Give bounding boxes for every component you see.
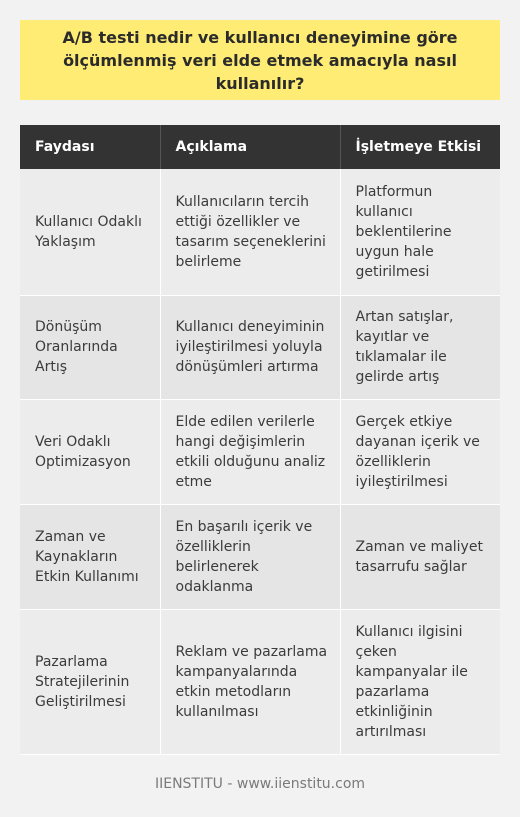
benefits-table: [20, 125, 500, 755]
table-row: [20, 504, 500, 609]
title-banner: [20, 20, 500, 100]
footer-credit: IIENSTITU - www.iienstitu.com: [154, 776, 366, 792]
description-cell: Kullanıcı deneyiminin iyileştirilmesi yoluyla dönüşümleri artırma: [160, 295, 340, 399]
column-header-business-impact: İşletmeye Etkisi: [340, 125, 500, 169]
column-header-description: Açıklama: [160, 125, 340, 169]
benefit-cell: Kullanıcı Odaklı Yaklaşım: [20, 169, 160, 295]
table-row: [20, 399, 500, 504]
benefit-cell: Dönüşüm Oranlarında Artış: [20, 295, 160, 399]
description-cell: En başarılı içerik ve özelliklerin belirlenerek odaklanma: [160, 504, 340, 609]
impact-cell: Kullanıcı ilgisini çeken kampanyalar ile pazarlama etkinliğinin artırılması: [340, 609, 500, 754]
benefit-cell: Veri Odaklı Optimizasyon: [20, 399, 160, 504]
benefit-cell: Zaman ve Kaynakların Etkin Kullanımı: [20, 504, 160, 609]
impact-cell: Zaman ve maliyet tasarrufu sağlar: [340, 504, 500, 609]
table-row: [20, 609, 500, 754]
table-row: [20, 295, 500, 399]
description-cell: Reklam ve pazarlama kampanyalarında etkin metodların kullanılması: [160, 609, 340, 754]
column-header-benefit: Faydası: [20, 125, 160, 169]
impact-cell: Platformun kullanıcı beklentilerine uygun hale getirilmesi: [340, 169, 500, 295]
impact-cell: Artan satışlar, kayıtlar ve tıklamalar ile gelirde artış: [340, 295, 500, 399]
benefit-cell: Pazarlama Stratejilerinin Geliştirilmesi: [20, 609, 160, 754]
page-title: A/B testi nedir ve kullanıcı deneyimine göre ölçümlenmiş veri elde etmek amacıyla nasıl kullanılır?: [62, 27, 458, 93]
description-cell: Kullanıcıların tercih ettiği özellikler ve tasarım seçeneklerini belirleme: [160, 169, 340, 295]
impact-cell: Gerçek etkiye dayanan içerik ve özelliklerin iyileştirilmesi: [340, 399, 500, 504]
description-cell: Elde edilen verilerle hangi değişimlerin etkili olduğunu analiz etme: [160, 399, 340, 504]
table-row: [20, 169, 500, 295]
table-header-row: [20, 125, 500, 169]
